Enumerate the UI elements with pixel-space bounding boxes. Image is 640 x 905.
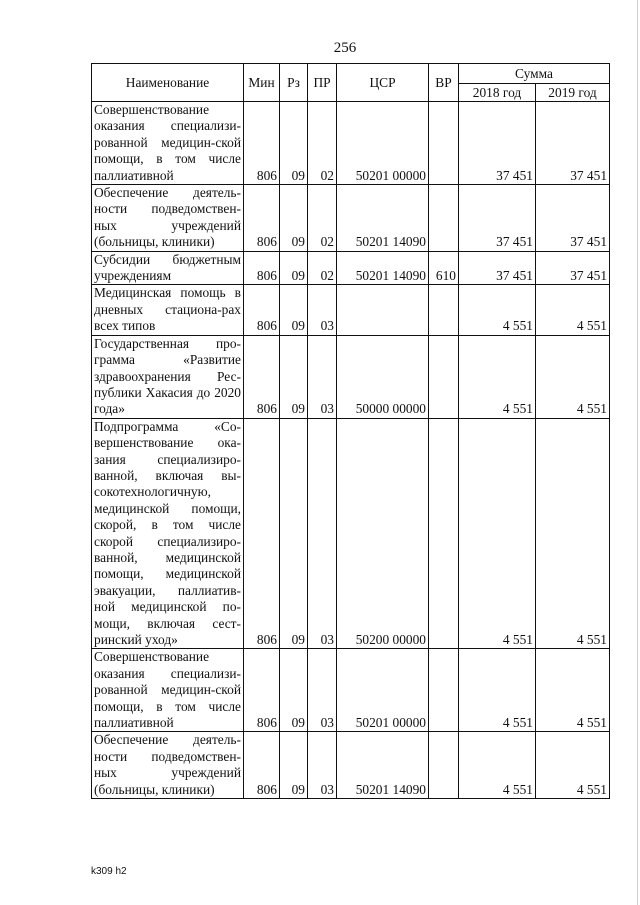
row-amount-2018: 4 551 <box>459 335 536 418</box>
row-amount-2019: 4 551 <box>536 285 610 335</box>
row-rz: 09 <box>280 418 308 649</box>
row-amount-2018: 37 451 <box>459 102 536 185</box>
row-amount-2019: 4 551 <box>536 732 610 799</box>
row-name: Субсидии бюджетным учреждениям <box>92 251 244 285</box>
row-amount-2019: 37 451 <box>536 251 610 285</box>
header-pr: ПР <box>308 64 337 102</box>
row-amount-2019: 37 451 <box>536 185 610 252</box>
row-pr: 03 <box>308 418 337 649</box>
header-sum: Сумма <box>459 64 610 84</box>
row-vr <box>429 418 459 649</box>
row-min: 806 <box>244 649 280 732</box>
row-amount-2018: 4 551 <box>459 649 536 732</box>
row-name: Обеспечение деятель-ности подведомствен-ных учреждений (больницы, клиники) <box>92 732 244 799</box>
row-vr <box>429 185 459 252</box>
budget-table <box>91 63 610 799</box>
row-csr: 50201 14090 <box>337 251 429 285</box>
row-rz: 09 <box>280 285 308 335</box>
row-csr: 50000 00000 <box>337 335 429 418</box>
row-pr: 03 <box>308 649 337 732</box>
table-row <box>92 335 610 418</box>
row-csr: 50201 14090 <box>337 732 429 799</box>
table-row <box>92 285 610 335</box>
row-rz: 09 <box>280 732 308 799</box>
row-name: Медицинская помощь в дневных стациона-рах всех типов <box>92 285 244 335</box>
row-vr <box>429 732 459 799</box>
header-year-2019: 2019 год <box>536 84 610 102</box>
row-name: Совершенствование оказания специализи-рованной медицин-ской помощи, в том числе паллиативной <box>92 102 244 185</box>
row-pr: 02 <box>308 102 337 185</box>
table-row <box>92 418 610 649</box>
row-csr: 50201 00000 <box>337 649 429 732</box>
row-amount-2018: 4 551 <box>459 732 536 799</box>
row-vr: 610 <box>429 251 459 285</box>
scan-edge <box>637 0 638 905</box>
row-amount-2019: 4 551 <box>536 335 610 418</box>
row-csr: 50200 00000 <box>337 418 429 649</box>
header-min: Мин <box>244 64 280 102</box>
row-min: 806 <box>244 285 280 335</box>
table-row <box>92 185 610 252</box>
page-number: 256 <box>333 40 357 56</box>
header-vr: ВР <box>429 64 459 102</box>
row-rz: 09 <box>280 649 308 732</box>
row-csr: 50201 14090 <box>337 185 429 252</box>
row-rz: 09 <box>280 251 308 285</box>
row-vr <box>429 335 459 418</box>
header-rz: Рз <box>280 64 308 102</box>
row-name: Совершенствование оказания специализи-рованной медицин-ской помощи, в том числе паллиативной <box>92 649 244 732</box>
header-name: Наименование <box>92 64 244 102</box>
row-pr: 03 <box>308 335 337 418</box>
header-year-2018: 2018 год <box>459 84 536 102</box>
row-min: 806 <box>244 732 280 799</box>
row-amount-2018: 37 451 <box>459 251 536 285</box>
row-name: Государственная про-грамма «Развитие здравоохранения Рес-публики Хакасия до 2020 года» <box>92 335 244 418</box>
table-row <box>92 102 610 185</box>
row-amount-2018: 37 451 <box>459 185 536 252</box>
row-pr: 03 <box>308 732 337 799</box>
row-amount-2018: 4 551 <box>459 285 536 335</box>
footer-code: k309 h2 <box>91 866 127 877</box>
row-min: 806 <box>244 418 280 649</box>
row-csr: 50201 00000 <box>337 102 429 185</box>
row-amount-2019: 4 551 <box>536 418 610 649</box>
row-rz: 09 <box>280 185 308 252</box>
row-vr <box>429 649 459 732</box>
table-row <box>92 251 610 285</box>
table-row <box>92 649 610 732</box>
row-rz: 09 <box>280 102 308 185</box>
header-csr: ЦСР <box>337 64 429 102</box>
row-min: 806 <box>244 251 280 285</box>
row-pr: 02 <box>308 251 337 285</box>
row-min: 806 <box>244 185 280 252</box>
row-csr <box>337 285 429 335</box>
row-vr <box>429 102 459 185</box>
row-name: Обеспечение деятель-ности подведомствен-ных учреждений (больницы, клиники) <box>92 185 244 252</box>
table-row <box>92 732 610 799</box>
row-rz: 09 <box>280 335 308 418</box>
row-pr: 02 <box>308 185 337 252</box>
row-min: 806 <box>244 335 280 418</box>
row-name: Подпрограмма «Со-вершенствование ока-зания специализиро-ванной, включая вы-сокотехнологичную, медицинской помощи, скорой, в том числе скорой специализиро-ванной, медицинской помощи, медицинской эвакуации, паллиатив-ной медицинской по-мощи, включая сест-ринский уход» <box>92 418 244 649</box>
row-pr: 03 <box>308 285 337 335</box>
row-min: 806 <box>244 102 280 185</box>
row-amount-2019: 4 551 <box>536 649 610 732</box>
row-amount-2019: 37 451 <box>536 102 610 185</box>
row-amount-2018: 4 551 <box>459 418 536 649</box>
row-vr <box>429 285 459 335</box>
